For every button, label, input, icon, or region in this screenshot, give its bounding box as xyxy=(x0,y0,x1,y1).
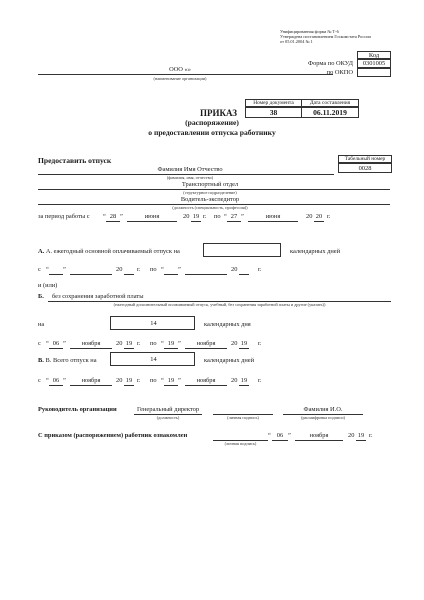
underline xyxy=(49,274,63,275)
section-a-label: А. А. ежегодный основной оплачиваемый отпуск на xyxy=(38,248,180,255)
year-suffix: г. xyxy=(258,266,262,273)
year-suffix: г. xyxy=(137,266,141,273)
ack-year: 19 xyxy=(357,432,365,439)
quote-close: ” xyxy=(178,377,181,384)
section-b-month-to: ноября xyxy=(196,340,216,347)
underline xyxy=(124,348,134,349)
quote-close: ” xyxy=(120,213,123,220)
year-suffix: г. xyxy=(369,432,373,439)
okpo-label: по ОКПО xyxy=(326,69,353,76)
or-label: и (или) xyxy=(38,282,58,289)
section-a-days-box[interactable] xyxy=(203,243,281,257)
section-v-text: В. Всего отпуск на xyxy=(45,357,97,364)
section-a-days-label: календарных дней xyxy=(290,248,341,255)
head-name-caption: (расшифровка подписи) xyxy=(301,415,345,420)
section-a-from: с xyxy=(38,266,41,273)
head-position: Генеральный директор xyxy=(136,406,200,413)
head-name: Фамилия И.О. xyxy=(303,406,343,413)
section-b-day-to: 19 xyxy=(167,340,175,347)
section-b-days: 14 xyxy=(150,320,157,327)
doc-date-header: Дата составления xyxy=(301,99,359,107)
doc-title: ПРИКАЗ xyxy=(200,108,238,118)
section-b-year-from: 19 xyxy=(125,340,133,347)
underline xyxy=(239,274,249,275)
year-prefix: 20 xyxy=(116,377,123,384)
section-b-day-from: 06 xyxy=(52,340,60,347)
underline xyxy=(272,440,288,441)
underline xyxy=(124,274,134,275)
year-prefix: 20 xyxy=(348,432,355,439)
year-suffix: г. xyxy=(258,340,262,347)
underline xyxy=(239,385,249,386)
quote-open: “ xyxy=(46,340,49,347)
quote-open: “ xyxy=(46,266,49,273)
to-word: по xyxy=(214,213,221,220)
form-note-line: Утверждена постановлением Госкомстата России xyxy=(280,34,371,39)
okud-value: 0301005 xyxy=(357,59,391,68)
underline xyxy=(70,385,112,386)
quote-close: ” xyxy=(63,266,66,273)
section-v-to: по xyxy=(150,377,157,384)
tab-number-header: Табельный номер xyxy=(338,155,392,163)
year-prefix: 20 xyxy=(183,213,190,220)
year-prefix: 20 xyxy=(116,340,123,347)
underline xyxy=(239,348,249,349)
codes-header: Код xyxy=(357,51,391,59)
section-v-month-from: ноября xyxy=(81,377,101,384)
year-prefix: 20 xyxy=(231,266,238,273)
work-day-from: 28 xyxy=(109,213,117,220)
section-v-label: В. В. Всего отпуск на xyxy=(38,357,97,364)
quote-open: “ xyxy=(224,213,227,220)
org-name: ООО «» xyxy=(169,66,191,73)
year-suffix: г. xyxy=(137,340,141,347)
section-b-days-label: календарных дня xyxy=(204,321,251,328)
section-v-month-to: ноября xyxy=(196,377,216,384)
work-month-to: июня xyxy=(265,213,281,220)
ack-label: С приказом (распоряжением) работник ознакомлен xyxy=(38,432,188,439)
section-b-on: на xyxy=(38,321,45,328)
doc-subtitle: (распоряжение) xyxy=(185,118,239,127)
underline xyxy=(164,385,178,386)
underline xyxy=(70,274,112,275)
okpo-value xyxy=(357,68,391,77)
section-v-year-from: 19 xyxy=(125,377,133,384)
underline xyxy=(164,348,178,349)
work-year-from: 19 xyxy=(192,213,200,220)
form-note-line: Унифицированная форма № Т-6 xyxy=(280,29,339,34)
underline xyxy=(106,221,120,222)
head-position-caption: (должность) xyxy=(156,415,180,420)
section-b-type: без сохранения заработной платы xyxy=(52,293,144,300)
underline xyxy=(70,348,112,349)
underline xyxy=(295,440,343,441)
form-note-line: от 05.01.2004 № 1 xyxy=(280,39,313,44)
position: Водитель-экспедитор xyxy=(180,196,240,203)
quote-close: ” xyxy=(241,213,244,220)
underline xyxy=(164,274,178,275)
section-b-days-box[interactable] xyxy=(110,316,195,330)
quote-open: “ xyxy=(268,432,271,439)
underline xyxy=(185,348,227,349)
section-b-year-to: 19 xyxy=(240,340,248,347)
quote-close: ” xyxy=(178,340,181,347)
underline xyxy=(124,385,134,386)
section-b-month-from: ноября xyxy=(81,340,101,347)
doc-number-header: Номер документа xyxy=(245,99,302,107)
doc-heading: о предоставлении отпуска работнику xyxy=(148,128,276,137)
section-a-to: по xyxy=(150,266,157,273)
year-suffix: г. xyxy=(203,213,207,220)
okud-label: Форма по ОКУД xyxy=(308,60,353,67)
section-v-day-to: 19 xyxy=(167,377,175,384)
section-b-to: по xyxy=(150,340,157,347)
employee-name: Фамилия Имя Отчество xyxy=(157,166,223,173)
underline xyxy=(227,221,241,222)
work-month-from: июня xyxy=(144,213,160,220)
doc-number: 38 xyxy=(245,107,302,118)
underline xyxy=(49,385,63,386)
work-day-to: 27 xyxy=(230,213,238,220)
head-label: Руководитель организации xyxy=(38,406,117,413)
section-v-days-label: календарных дней xyxy=(204,357,255,364)
quote-close: ” xyxy=(288,432,291,439)
section-v-day-from: 06 xyxy=(52,377,60,384)
work-period-label: за период работы с xyxy=(38,213,90,220)
section-v-days-box[interactable] xyxy=(110,352,195,366)
quote-open: “ xyxy=(46,377,49,384)
quote-open: “ xyxy=(103,213,106,220)
section-b-caption: (ежегодный дополнительный оплачиваемый отпуск, учебный, без сохранения заработной платы и другие (указать)) xyxy=(113,302,326,307)
underline xyxy=(185,385,227,386)
quote-close: ” xyxy=(178,266,181,273)
section-v-from: с xyxy=(38,377,41,384)
year-prefix: 20 xyxy=(306,213,313,220)
quote-open: “ xyxy=(161,377,164,384)
form-note xyxy=(280,29,371,44)
employee-name-caption: (фамилия, имя, отчество) xyxy=(166,175,214,180)
year-suffix: г. xyxy=(258,377,262,384)
department: Транспортный отдел xyxy=(181,181,239,188)
year-suffix: г. xyxy=(327,213,331,220)
section-a-text: А. ежегодный основной оплачиваемый отпуск на xyxy=(45,248,180,255)
section-v-days: 14 xyxy=(150,356,157,363)
underline xyxy=(248,221,298,222)
underline xyxy=(185,274,227,275)
ack-signature-caption: (личная подпись) xyxy=(224,441,257,446)
quote-open: “ xyxy=(161,266,164,273)
year-prefix: 20 xyxy=(231,340,238,347)
year-prefix: 20 xyxy=(116,266,123,273)
ack-day: 06 xyxy=(276,432,284,439)
quote-close: ” xyxy=(63,377,66,384)
ack-month: ноября xyxy=(309,432,329,439)
work-year-to: 20 xyxy=(315,213,323,220)
grant-label: Предоставить отпуск xyxy=(38,156,112,165)
section-v-year-to: 19 xyxy=(240,377,248,384)
tab-number: 0028 xyxy=(338,163,392,173)
underline xyxy=(127,221,177,222)
position-caption: (должность (специальность, профессия)) xyxy=(172,205,248,210)
quote-open: “ xyxy=(161,340,164,347)
underline xyxy=(49,348,63,349)
org-underline xyxy=(38,74,333,75)
department-caption: (структурное подразделение) xyxy=(183,190,237,195)
underline xyxy=(356,440,366,441)
year-suffix: г. xyxy=(137,377,141,384)
org-caption: (наименование организации) xyxy=(153,76,207,81)
quote-close: ” xyxy=(63,340,66,347)
year-prefix: 20 xyxy=(231,377,238,384)
underline xyxy=(191,221,201,222)
doc-date: 06.11.2019 xyxy=(301,107,359,118)
head-signature-caption: (личная подпись) xyxy=(227,415,259,420)
section-b-label: Б. xyxy=(38,293,44,300)
underline xyxy=(314,221,324,222)
section-b-from: с xyxy=(38,340,41,347)
